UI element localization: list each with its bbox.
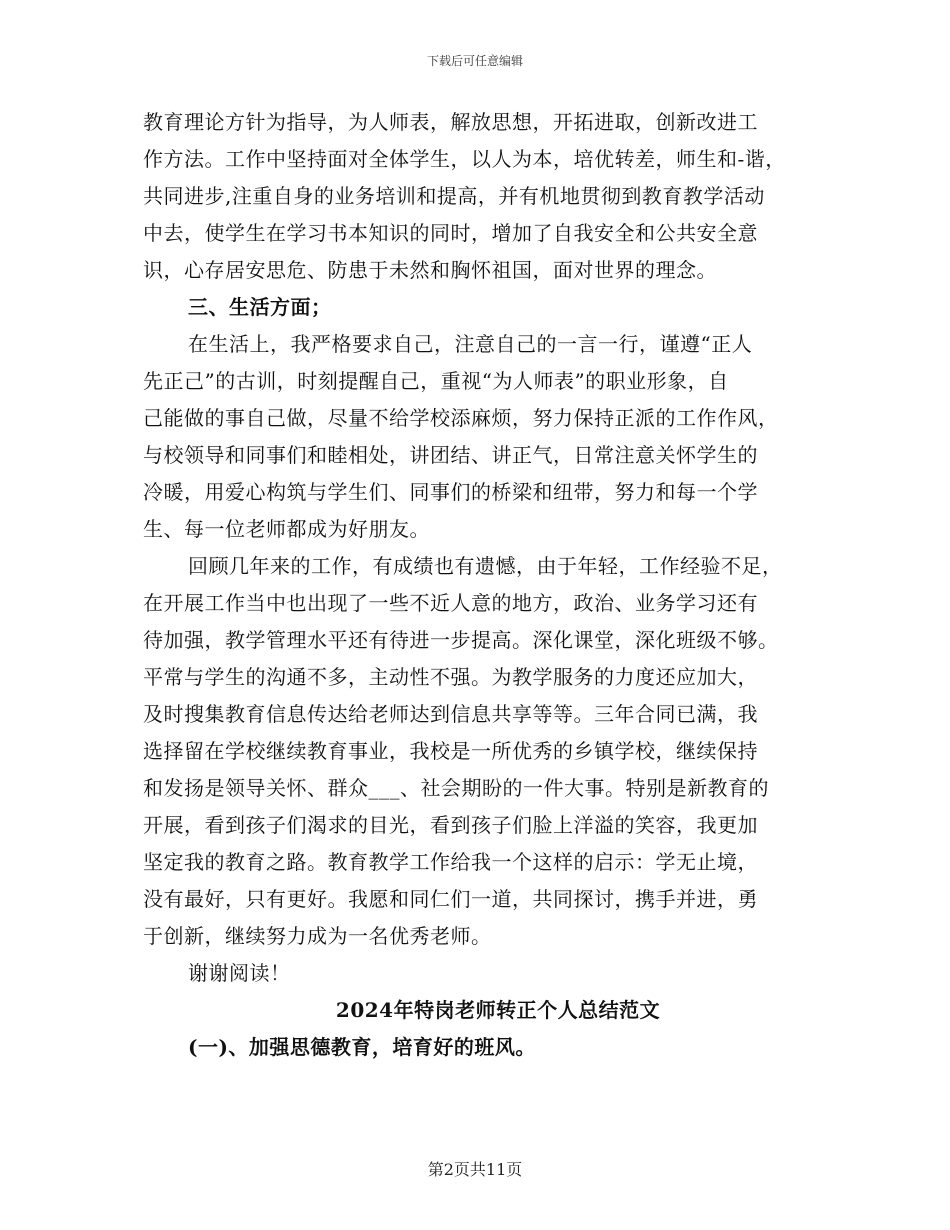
body-line: 平常与学生的沟通不多，主动性不强。为教学服务的力度还应加大，	[143, 665, 758, 689]
body-line: 待加强，教学管理水平还有待进一步提高。深化课堂，深化班级不够。	[143, 628, 779, 652]
body-line: 识，心存居安思危、防患于未然和胸怀祖国，面对世界的理念。	[143, 258, 717, 282]
closing-line: 谢谢阅读！	[188, 961, 291, 985]
body-line: 坚定我的教育之路。教育教学工作给我一个这样的启示：学无止境，	[143, 850, 758, 874]
subsection-heading: (一)、加强思德教育，培育好的班风。	[188, 1035, 536, 1059]
body-line: 与校领导和同事们和睦相处，讲团结、讲正气，日常注意关怀学生的	[143, 443, 758, 467]
body-line: 冷暖，用爱心构筑与学生们、同事们的桥梁和纽带，努力和每一个学	[143, 480, 758, 504]
body-line: 开展，看到孩子们渴求的目光，看到孩子们脸上洋溢的笑容，我更加	[143, 813, 758, 837]
body-line: 己能做的事自己做，尽量不给学校添麻烦，努力保持正派的工作作风，	[143, 406, 779, 430]
body-line: 共同进步,注重自身的业务培训和提高，并有机地贯彻到教育教学活动	[143, 184, 765, 208]
body-line: 在生活上，我严格要求自己，注意自己的一言一行，谨遵“正人	[188, 332, 753, 356]
page-header: 下载后可任意编辑	[426, 54, 523, 68]
body-line: 和发扬是领导关怀、群众___、社会期盼的一件大事。特别是新教育的	[143, 776, 769, 800]
body-line: 及时搜集教育信息传达给老师达到信息共享等等。三年合同已满，我	[143, 702, 758, 726]
body-line: 于创新，继续努力成为一名优秀老师。	[143, 924, 492, 948]
body-line: 回顾几年来的工作，有成绩也有遗憾，由于年轻，工作经验不足，	[188, 554, 783, 578]
body-line: 教育理论方针为指导，为人师表，解放思想，开拓进取，创新改进工	[143, 110, 758, 134]
body-line: 在开展工作当中也出现了一些不近人意的地方，政治、业务学习还有	[143, 591, 758, 615]
body-line: 没有最好，只有更好。我愿和同仁们一道，共同探讨，携手并进，勇	[143, 887, 758, 911]
body-line: 选择留在学校继续教育事业，我校是一所优秀的乡镇学校，继续保持	[143, 739, 758, 763]
section-heading-life: 三、生活方面；	[188, 295, 332, 319]
body-line: 作方法。工作中坚持面对全体学生，以人为本，培优转差，师生和-谐，	[143, 147, 786, 171]
body-line: 中去，使学生在学习书本知识的同时，增加了自我安全和公共安全意	[143, 221, 758, 245]
document-body	[143, 104, 833, 1066]
article-title: 2024年特岗老师转正个人总结范文	[335, 998, 661, 1022]
page-footer: 第2页共11页	[427, 1160, 523, 1179]
body-line: 生、每一位老师都成为好朋友。	[143, 517, 430, 541]
body-line: 先正己”的古训，时刻提醒自己，重视“为人师表”的职业形象，自	[143, 369, 729, 393]
